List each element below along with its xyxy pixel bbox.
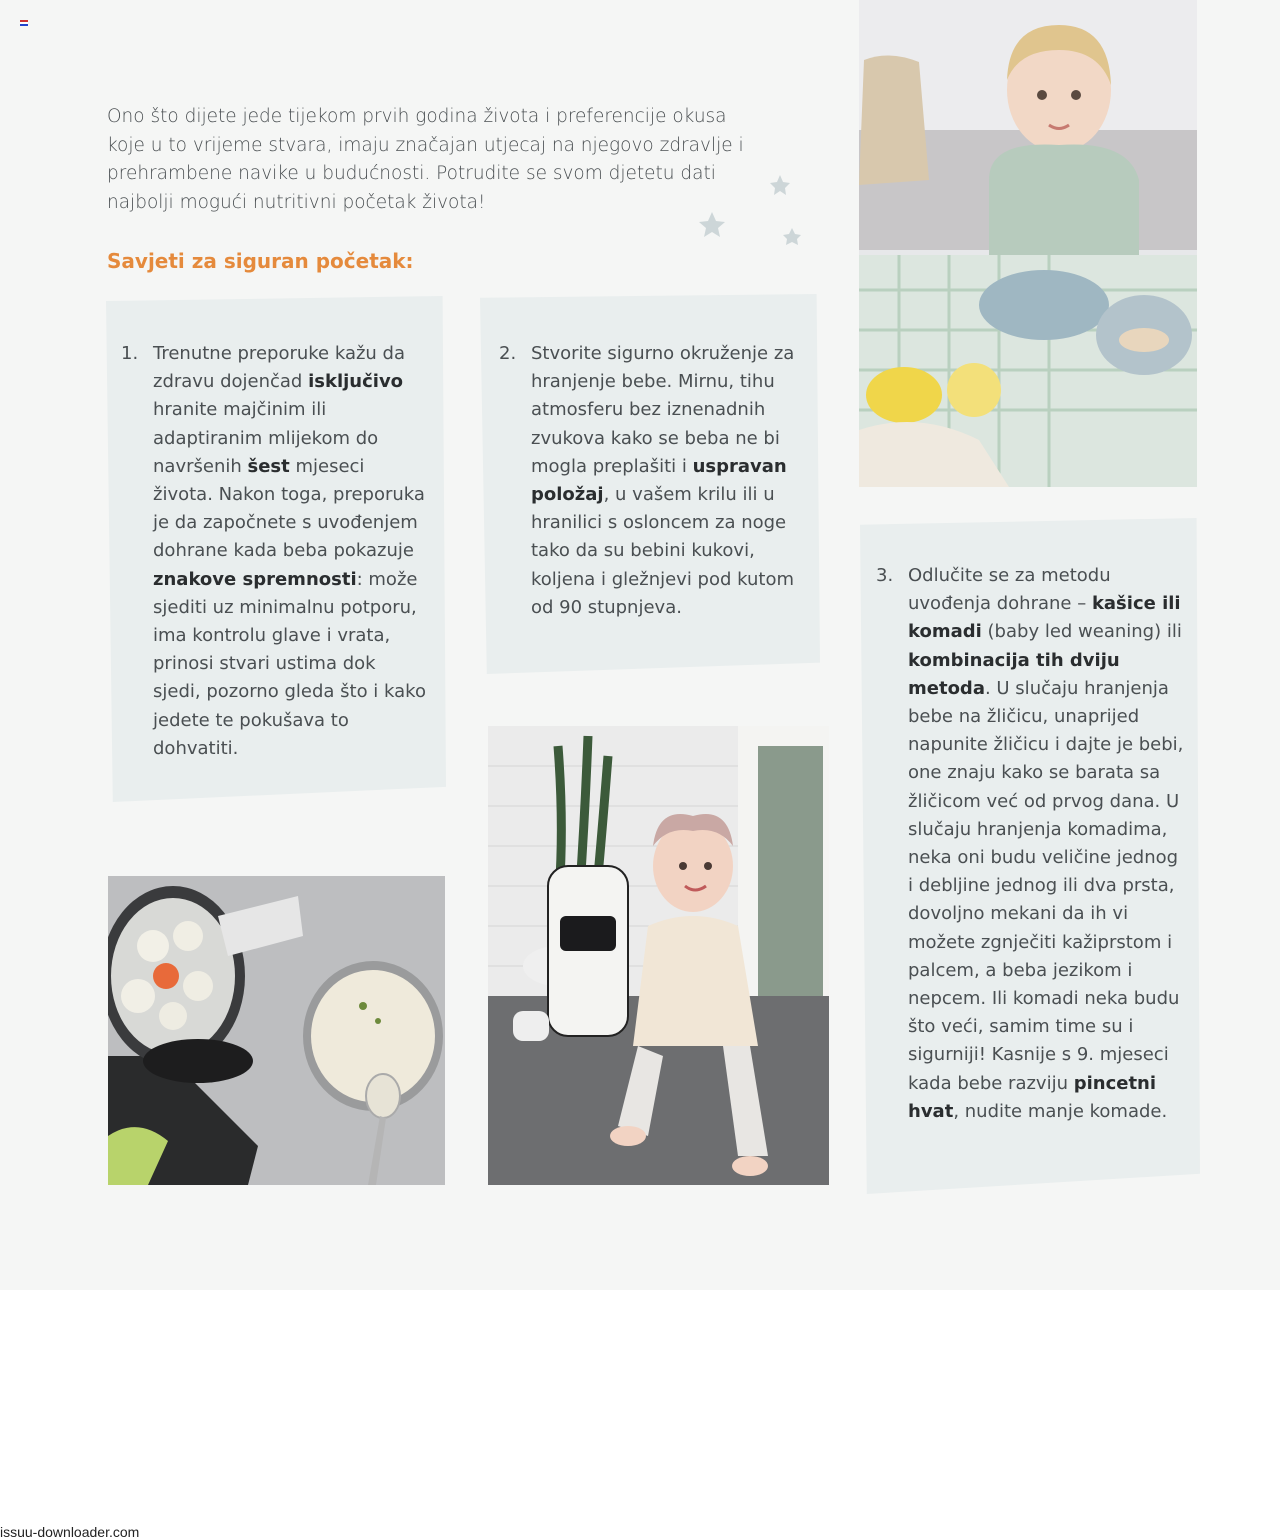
language-flag-icon[interactable] [20, 20, 28, 26]
tip-2: 2. Stvorite sigurno okruženje za hranjenje bebe. Mirnu, tihu atmosferu bez iznenadnih zvukova kako se beba ne bi mogla preplašiti i uspravan položaj, u vašem krilu ili u hranilici s osloncem za noge tako da su bebini kukovi, koljena i gležnjevi pod kutom od 90 stupnjeva. [531, 340, 806, 622]
section-heading: Savjeti za siguran početak: [107, 249, 414, 273]
tip-number: 2. [499, 343, 517, 364]
watermark-link[interactable]: issuu-downloader.com [0, 1524, 140, 1539]
tip-3: 3. Odlučite se za metodu uvođenja dohrane – kašice ili komadi (baby led weaning) ili kombinacija tih dviju metoda. U slučaju hranjenja bebe na žličicu, unaprijed napunite žličicu i dajte je bebi, one znaju kako se barata sa žličicom već od prvog dana. U slučaju hranjenja komadima, neka oni budu veličine jednog i debljine jednog ili dva prsta, dovoljno mekani da ih vi možete zgnječiti kažiprstom i palcem, a beba jezikom i nepcem. Ili komadi neka budu što veći, samim time su i sigurniji! Kasnije s 9. mjeseci kada bebe razviju pincetni hvat, nudite manje komade. [908, 562, 1188, 1126]
tip-1: 1. Trenutne preporuke kažu da zdravu dojenčad isključivo hranite majčinim ili adaptiranim mlijekom do navršenih šest mjeseci života. Nakon toga, preporuka je da započnete s uvođenjem dohrane kada beba pokazuje znakove spremnosti: može sjediti uz minimalnu potporu, ima kontrolu glave i vrata, prinosi stvari ustima dok sjedi, pozorno gleda što i kako jedete te pokušava to dohvatiti. [153, 340, 428, 763]
blender-soup-photo [108, 876, 445, 1185]
tip-number: 3. [876, 565, 894, 586]
tip-number: 1. [121, 343, 139, 364]
decorative-stars-icon [690, 170, 810, 260]
baby-formula-machine-photo [488, 726, 829, 1185]
intro-paragraph: Ono što dijete jede tijekom prvih godina života i preferencije okusa koje u to vrijeme stvara, imaju značajan utjecaj na njegovo zdravlje i prehrambene navike u budućnosti. Potrudite se svom djetetu dati najbolji mogući nutritivni početak života! [107, 106, 744, 213]
toddler-eating-photo [859, 0, 1197, 487]
